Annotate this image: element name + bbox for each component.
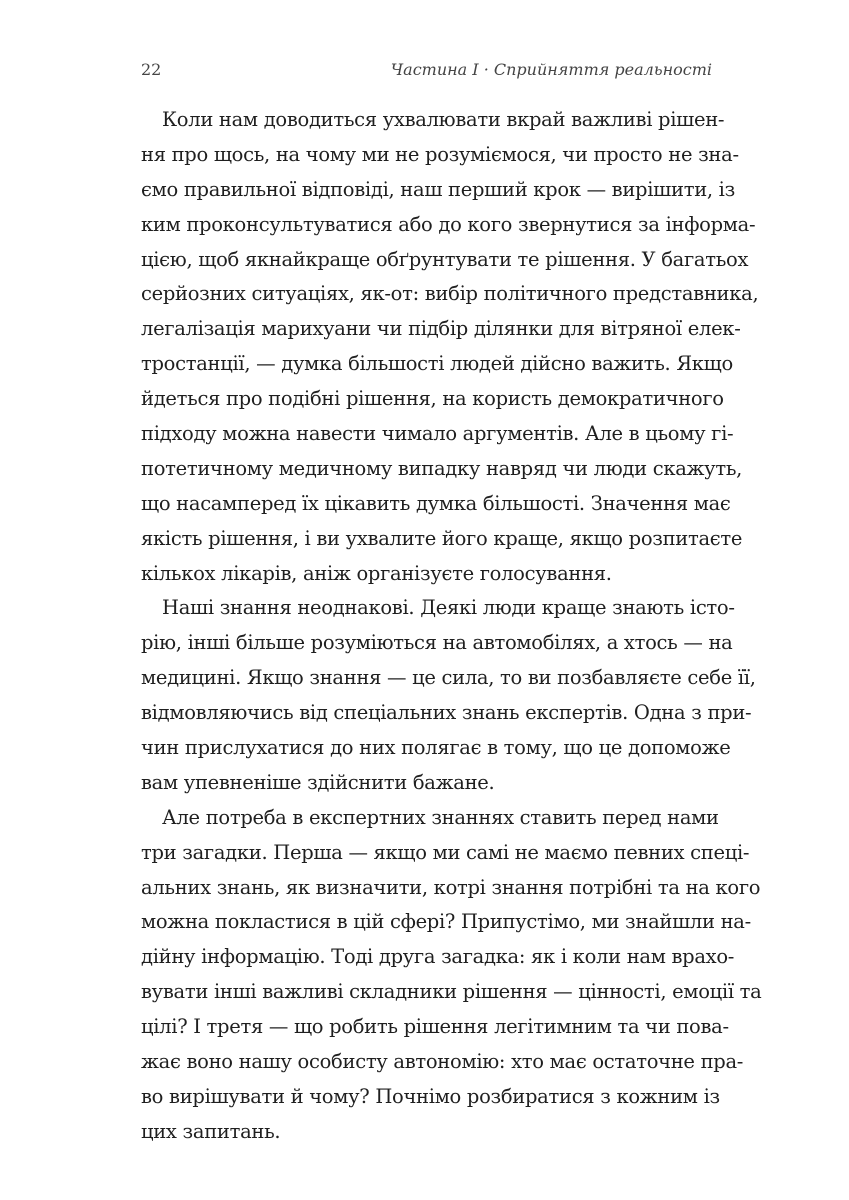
paragraph (141, 591, 756, 800)
text-line: Але потреба в експертних знаннях ставить перед нами (162, 805, 719, 829)
text-line: кількох лікарів, аніж організуєте голосування. (141, 561, 612, 585)
text-line: можна покластися в цій сфері? Припустімо, ми знайшли на- (141, 910, 751, 934)
text-line: серйозних ситуаціях, як-от: вибір політичного представника, (141, 282, 759, 306)
text-line: рію, інші більше розуміються на автомобілях, а хтось — на (141, 631, 733, 655)
text-line: жає воно нашу особисту автономію: хто має остаточне пра- (141, 1050, 744, 1074)
text-line: що насамперед їх цікавить думка більшості. Значення має (141, 491, 731, 515)
text-line: альних знань, як визначити, котрі знання потрібні та на кого (141, 875, 761, 899)
text-line: легалізація марихуани чи підбір ділянки для вітряної елек- (141, 317, 741, 341)
text-line: якість рішення, і ви ухвалите його краще, якщо розпитаєте (141, 526, 743, 550)
text-line: Наші знання неоднакові. Деякі люди краще знають істо- (162, 596, 735, 620)
paragraph (141, 103, 759, 591)
text-line: ємо правильної відповіді, наш перший крок — вирішити, із (141, 177, 735, 201)
text-line: потетичному медичному випадку навряд чи люди скажуть, (141, 456, 743, 480)
text-line: медицині. Якщо знання — це сила, то ви позбавляєте себе її, (141, 666, 756, 690)
text-line: ня про щось, на чому ми не розуміємося, чи просто не зна- (141, 142, 739, 166)
text-line: чин прислухатися до них полягає в тому, що це допоможе (141, 736, 731, 760)
text-line: три загадки. Перша — якщо ми самі не маємо певних спеці- (141, 840, 750, 864)
paragraph (141, 801, 762, 1150)
text-line: вувати інші важливі складники рішення — цінності, емоції та (141, 980, 762, 1004)
text-line: тростанції, — думка більшості людей дійсно важить. Якщо (141, 352, 733, 376)
body-text (141, 103, 762, 1150)
text-line: вам упевненіше здійснити бажане. (141, 770, 495, 794)
text-line: відмовляючись від спеціальних знань експертів. Одна з при- (141, 701, 752, 725)
text-line: Коли нам доводиться ухвалювати вкрай важливі рішен- (162, 108, 725, 131)
text-line: цих запитань. (141, 1119, 281, 1143)
text-line: йдеться про подібні рішення, на користь демократичного (141, 387, 724, 411)
text-line: підходу можна навести чимало аргументів. Але в цьому гі- (141, 422, 734, 446)
text-line: цією, щоб якнайкраще обґрунтувати те рішення. У багатьох (141, 247, 749, 271)
running-header (141, 60, 712, 86)
page-number: 22 (141, 60, 162, 79)
chapter-title: Частина І · Сприйняття реальності (390, 60, 712, 79)
text-line: цілі? І третя — що робить рішення легітимним та чи пова- (141, 1015, 729, 1039)
text-line: ким проконсультуватися або до кого звернутися за інформа- (141, 212, 756, 236)
text-line: во вирішувати й чому? Почнімо розбиратися з кожним із (141, 1084, 720, 1108)
text-line: дійну інформацію. Тоді друга загадка: як і коли нам врахо- (141, 945, 735, 969)
